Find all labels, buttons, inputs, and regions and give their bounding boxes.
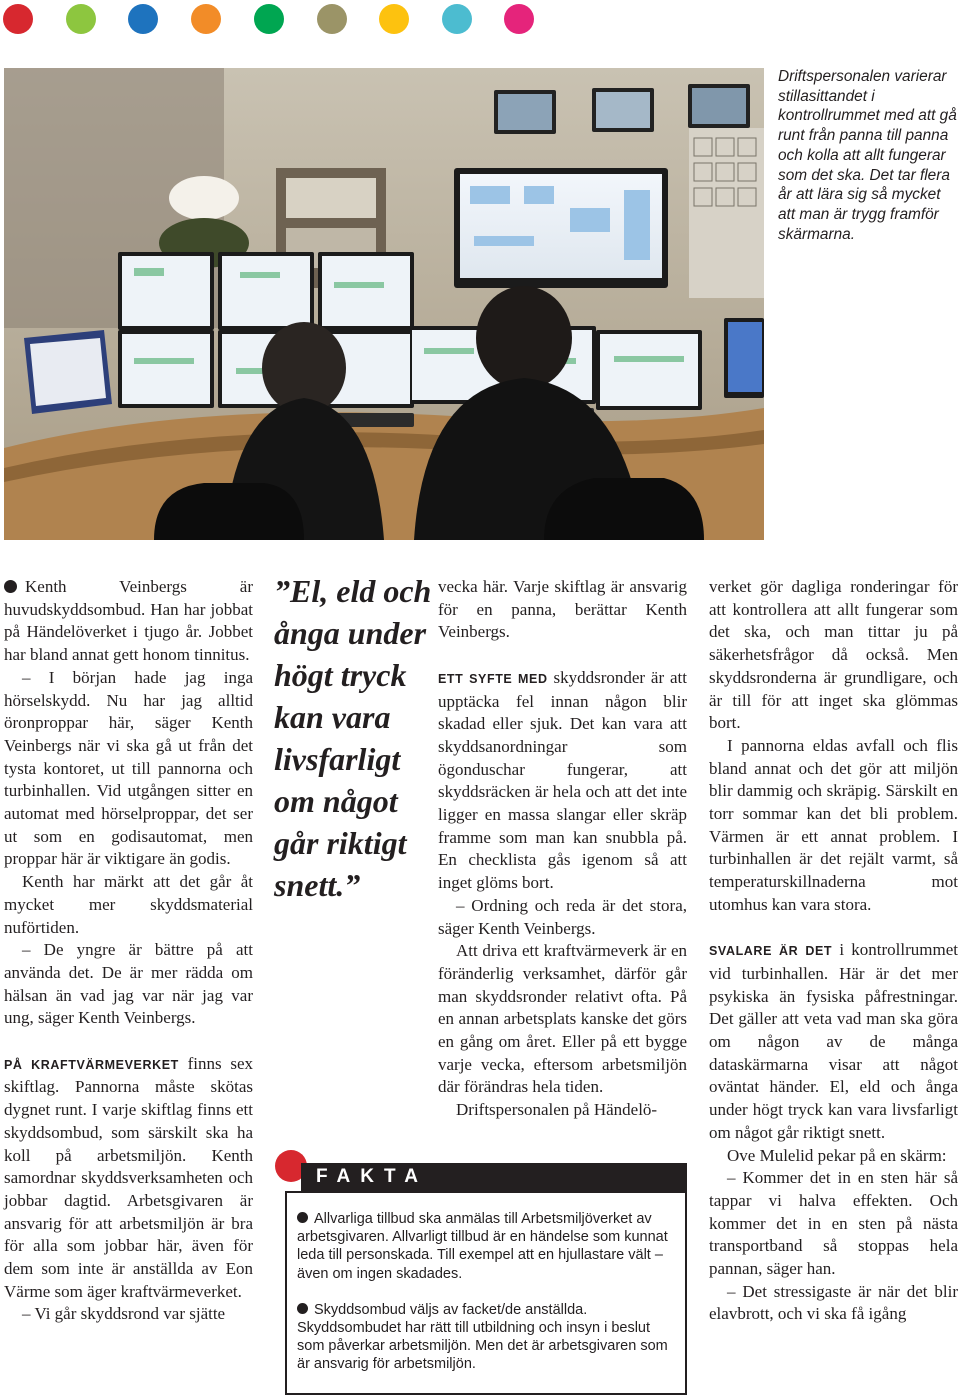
control-room-photo <box>4 68 764 540</box>
paragraph <box>438 667 687 895</box>
paragraph: – De yngre är bättre på att använda det. De är mer rädda om hälsan än vad jag var när jag var ung, säger Kenth Veinbergs. <box>4 940 253 1028</box>
article-column-3 <box>709 576 958 1326</box>
paragraph: Driftspersonalen på Händelö- <box>456 1100 658 1120</box>
paragraph: – Vi går skyddsrond var sjätte <box>22 1304 226 1324</box>
color-dot <box>128 4 158 34</box>
fakta-item <box>297 1210 669 1283</box>
color-dot <box>254 4 284 34</box>
paragraph-text: Kenth Veinbergs är huvudskyddsombud. Han har jobbat på Händelöverket i tjugo år. Jobbet har bland annat gett honom tinnitus. <box>4 577 253 665</box>
paragraph: I pannorna eldas avfall och flis bland annat och det gör att miljön blir dammig och skräpig. Särskilt en torr sommar kan det bli problem. Värmen är ett annat problem. I turbinhallen är det rejält varmt, så temperaturskillnaderna mot utomhus kan vara stora. <box>709 735 958 914</box>
paragraph <box>709 939 958 1144</box>
fakta-item <box>297 1301 669 1374</box>
paragraph: Kenth har märkt att det går åt mycket mer skyddsmaterial nuförtiden. <box>4 872 253 937</box>
bullet-icon <box>4 580 17 593</box>
paragraph-text: finns sex skiftlag. Pannorna måste skötas dygnet runt. I varje skiftlag finns ett skyddsombud, som särskilt ska ha koll på arbetsmiljön. Kenth samordnar skyddsverksamheten och jobbar dagtid. Arbetsgivaren är ansvarig för att arbetsmiljön är bra för alla som jobbar här, även för dem som inte är anställda av Eon Värme som äger kraftvärmeverket. <box>4 1053 253 1301</box>
section-lead: PÅ KRAFTVÄRMEVERKET <box>4 1057 179 1072</box>
paragraph: – I början hade jag inga hörselskydd. Nu har jag alltid öronproppar här, säger Kenth Veinbergs när vi ska gå ut från det tysta kontoret, ut till pannorna och turbinhallen. Vid utgången sitter en automat med hörselproppar, det ser ut som en godisautomat, men proppar här är viktigare än godis. <box>4 667 253 869</box>
bullet-icon <box>297 1212 308 1223</box>
paragraph: – Kommer det in en sten här så tappar vi halva effekten. Och kommer det in en sten på nästa transportband så stoppas hela pannan, säger han. <box>709 1168 958 1279</box>
paragraph <box>4 1053 253 1304</box>
paragraph: Att driva ett kraftvärmeverk är en föränderlig verksamhet, därför går man skyddsronder relativt ofta. På en annan arbetsplats kanske det görs en gång om året. Eller på ett bygge varje vecka, eftersom arbetsmiljön där förändras hela tiden. <box>438 941 687 1097</box>
fakta-box <box>285 1191 687 1395</box>
color-dot <box>191 4 221 34</box>
color-dot <box>504 4 534 34</box>
section-lead: SVALARE ÄR DET <box>709 944 833 959</box>
paragraph: – Det stressigaste är när det blir elavbrott, och vi ska få igång <box>709 1281 958 1324</box>
fakta-item-text: Allvarliga tillbud ska anmälas till Arbetsmiljöverket av arbetsgivaren. Allvarligt tillbud är en händelse som kunnat leda till personskada. Till exempel att en hjullastare vält – även om ingen skadades. <box>297 1211 668 1282</box>
paragraph: vecka här. Varje skiftlag är ansvarig för en panna, berättar Kenth Veinbergs. <box>438 577 687 642</box>
paragraph-text: skyddsronder är att upptäcka fel innan någon blir skadad eller sjuk. Det kan vara att skyddsanordningar som ögonduschar fungerar, att skyddsräcken är hela och att det inte ligger en massa slangar eller skräp framme som man kan snubbla på. En checklista gås igenom så att inget glöms bort. <box>438 667 687 893</box>
color-dot <box>317 4 347 34</box>
paragraph <box>4 576 253 667</box>
color-dot <box>66 4 96 34</box>
fakta-item-text: Skyddsombud väljs av facket/de anställda. Skyddsombudet har rätt till utbildning och insyn i beslut som påverkar arbetsmiljön. Men det är arbetsgivaren som är ansvarig för arbetsmiljön. <box>297 1301 668 1373</box>
article-column-2 <box>438 576 687 1122</box>
paragraph-text: i kontrollrummet vid turbinhallen. Här är det mer psykiska än fysiska påfrestningar. Det gäller att veta vad man ska göra om någon av de många dataskärmarna visar att något oväntat händer. El, eld och ånga under högt tryck kan vara livsfarligt om något går riktigt snett. <box>709 940 959 1142</box>
paragraph: verket gör dagliga ronderingar för att kontrollera att allt fungerar som det ska, och man tittar ju på säkerhetsfrågor då också. Men skyddsronderna är grundligare, och är till för att inget ska glömmas bort. <box>709 577 958 733</box>
control-room-illustration <box>4 68 764 540</box>
bullet-icon <box>297 1303 308 1314</box>
section-lead: ETT SYFTE MED <box>438 671 548 686</box>
photo-caption: Driftspersonalen varierar stillasittandet i kontrollrummet med att gå runt från panna till panna och kolla att allt fungerar som det ska. Det tar flera år att lära sig så mycket att man är trygg framför skärmarna. <box>778 68 957 243</box>
fakta-title: FAKTA <box>301 1163 687 1191</box>
color-dot <box>3 4 33 34</box>
color-dot <box>379 4 409 34</box>
paragraph: Ove Mulelid pekar på en skärm: <box>727 1145 947 1165</box>
pull-quote: ”El, eld och ånga under högt tryck kan vara livsfarligt om något går riktigt snett.” <box>274 573 432 903</box>
color-dot <box>442 4 472 34</box>
paragraph: – Ordning och reda är det stora, säger Kenth Veinbergs. <box>438 895 687 938</box>
article-column-1 <box>4 576 253 1326</box>
